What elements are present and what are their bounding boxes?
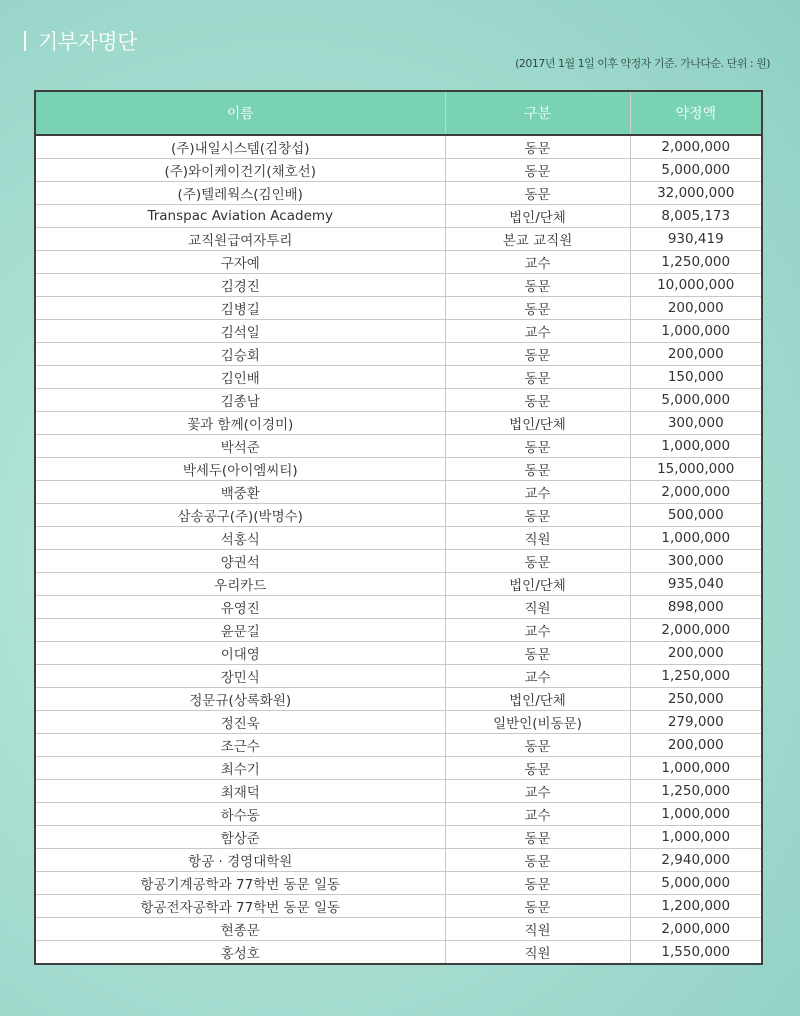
table-row: [36, 366, 761, 389]
pledge-amount-cell: 32,000,000: [630, 182, 761, 205]
table-row: [36, 849, 761, 872]
donor-category-cell: 동문: [445, 274, 630, 297]
table-row: [36, 757, 761, 780]
pledge-amount-cell: 2,940,000: [630, 849, 761, 872]
donor-name-cell: 최수기: [36, 757, 445, 780]
table-row: [36, 665, 761, 688]
donor-name-cell: 석홍식: [36, 527, 445, 550]
donor-category-cell: 동문: [445, 872, 630, 895]
pledge-amount-cell: 1,000,000: [630, 826, 761, 849]
table-row: [36, 826, 761, 849]
donor-name-cell: (주)내일시스템(김창섭): [171, 141, 310, 157]
table-row: [36, 435, 761, 458]
table-row: [36, 412, 761, 435]
table-row: [36, 228, 761, 251]
pledge-amount-cell: 2,000,000: [630, 481, 761, 504]
header-name: 이름: [36, 92, 445, 135]
table-row: [36, 619, 761, 642]
donor-category-cell: 동문: [445, 343, 630, 366]
pledge-amount-cell: 935,040: [630, 573, 761, 596]
donor-category-cell: 동문: [445, 734, 630, 757]
table-row: [36, 573, 761, 596]
donor-name-cell: 삼송공구(주)(박명수): [36, 504, 445, 527]
table-row: [36, 596, 761, 619]
donor-name-cell: 이대영: [36, 642, 445, 665]
donor-name-cell: 홍성호: [36, 941, 445, 964]
donor-table: [34, 90, 763, 965]
table-row: [36, 205, 761, 228]
donor-name-cell: 항공 · 경영대학원: [36, 849, 445, 872]
donor-name-cell: (주)텔레웍스(김인배): [36, 182, 445, 205]
donor-category-cell: 교수: [445, 320, 630, 343]
table-row: [36, 251, 761, 274]
donor-category-cell: 동문: [445, 642, 630, 665]
pledge-amount-cell: 1,000,000: [630, 757, 761, 780]
table-row: [36, 343, 761, 366]
pledge-amount-cell: 898,000: [630, 596, 761, 619]
table-row: [36, 274, 761, 297]
donor-name-cell: 교직원급여자투리: [36, 228, 445, 251]
donor-category-cell: 직원: [445, 596, 630, 619]
donor-name-cell: 김인배: [36, 366, 445, 389]
donor-category-cell: 동문: [445, 849, 630, 872]
pledge-amount-cell: 200,000: [630, 297, 761, 320]
pledge-amount-cell: 150,000: [630, 366, 761, 389]
donor-name-cell: 윤문길: [36, 619, 445, 642]
donor-name-cell: 정문규(상록화원): [36, 688, 445, 711]
donor-name-cell: 김경진: [36, 274, 445, 297]
pledge-amount-cell: 1,550,000: [630, 941, 761, 964]
table-row: [36, 895, 761, 918]
donor-name-cell: 박세두(아이엠씨티): [36, 458, 445, 481]
pledge-amount-cell: 5,000,000: [630, 872, 761, 895]
title-accent-bar: [24, 31, 26, 51]
donor-category-cell: 교수: [445, 780, 630, 803]
page-header: [24, 28, 137, 54]
donor-category-cell: 법인/단체: [445, 688, 630, 711]
pledge-amount-cell: 2,000,000: [630, 135, 761, 159]
table-body: [36, 135, 761, 963]
table-row: [36, 297, 761, 320]
table-header: [36, 92, 761, 135]
pledge-amount-cell: 500,000: [630, 504, 761, 527]
pledge-amount-cell: 2,000,000: [630, 619, 761, 642]
table-row: [36, 941, 761, 964]
table-row: [36, 918, 761, 941]
table-row: [36, 481, 761, 504]
header-category: 구분: [445, 92, 630, 135]
pledge-amount-cell: 15,000,000: [630, 458, 761, 481]
donor-category-cell: 동문: [445, 297, 630, 320]
donor-name-cell: 현종문: [36, 918, 445, 941]
pledge-amount-cell: 1,000,000: [630, 435, 761, 458]
pledge-amount-cell: 1,000,000: [630, 527, 761, 550]
pledge-amount-cell: 1,250,000: [630, 251, 761, 274]
table-row: [36, 527, 761, 550]
donor-category-cell: 직원: [445, 527, 630, 550]
donor-category-cell: 동문: [445, 366, 630, 389]
pledge-amount-cell: 1,000,000: [630, 803, 761, 826]
donor-category-cell: 교수: [445, 251, 630, 274]
donor-category-cell: 교수: [445, 665, 630, 688]
donor-name-cell: 조근수: [36, 734, 445, 757]
donor-name-cell: 꽃과 함께(이경미): [36, 412, 445, 435]
donor-name-cell: 정진욱: [36, 711, 445, 734]
donor-category-cell: 일반인(비동문): [445, 711, 630, 734]
pledge-amount-cell: 1,000,000: [630, 320, 761, 343]
table-row: [36, 320, 761, 343]
donor-category-cell: 법인/단체: [445, 205, 630, 228]
pledge-amount-cell: 8,005,173: [630, 205, 761, 228]
pledge-amount-cell: 300,000: [630, 550, 761, 573]
donor-name-cell: 하수동: [36, 803, 445, 826]
pledge-amount-cell: 200,000: [630, 734, 761, 757]
pledge-amount-cell: 250,000: [630, 688, 761, 711]
pledge-amount-cell: 2,000,000: [630, 918, 761, 941]
table-row: [36, 458, 761, 481]
donor-category-cell: 본교 교직원: [445, 228, 630, 251]
donor-name-cell: 김종남: [36, 389, 445, 412]
pledge-amount-cell: 200,000: [630, 343, 761, 366]
donor-category-cell: 동문: [445, 895, 630, 918]
donor-name-cell: 우리카드: [36, 573, 445, 596]
donor-category-cell: 동문: [445, 389, 630, 412]
table-row: [36, 389, 761, 412]
table-row: [36, 504, 761, 527]
pledge-amount-cell: 5,000,000: [630, 159, 761, 182]
donor-name-cell: 최재덕: [36, 780, 445, 803]
table-row: [36, 159, 761, 182]
donor-name-cell: 백중환: [36, 481, 445, 504]
donor-name-cell: 장민식: [36, 665, 445, 688]
donor-category-cell: 교수: [445, 481, 630, 504]
donor-name-cell: 함상준: [36, 826, 445, 849]
donor-category-cell: 동문: [445, 135, 630, 159]
donor-category-cell: 법인/단체: [445, 573, 630, 596]
table-row: [36, 780, 761, 803]
donor-name-cell: 구자예: [36, 251, 445, 274]
table-row: [36, 642, 761, 665]
pledge-amount-cell: 5,000,000: [630, 389, 761, 412]
donor-category-cell: 교수: [445, 803, 630, 826]
donor-category-cell: 직원: [445, 941, 630, 964]
donor-name-cell: 김승회: [36, 343, 445, 366]
donor-name-cell: 김병길: [36, 297, 445, 320]
table-row: [36, 182, 761, 205]
table-note: (2017년 1월 1일 이후 약정자 기준. 가나다순. 단위 : 원): [515, 57, 770, 70]
donor-category-cell: 직원: [445, 918, 630, 941]
donor-name-cell: (주)와이케이건기(채호선): [36, 159, 445, 182]
pledge-amount-cell: 10,000,000: [630, 274, 761, 297]
donor-category-cell: 동문: [445, 458, 630, 481]
donor-category-cell: 동문: [445, 159, 630, 182]
donor-category-cell: 교수: [445, 619, 630, 642]
donor-name-cell: 박석준: [36, 435, 445, 458]
donor-category-cell: 동문: [445, 182, 630, 205]
pledge-amount-cell: 279,000: [630, 711, 761, 734]
pledge-amount-cell: 1,250,000: [630, 780, 761, 803]
donor-category-cell: 동문: [445, 435, 630, 458]
donor-category-cell: 동문: [445, 826, 630, 849]
table-row: [36, 550, 761, 573]
table-row: [36, 135, 761, 159]
donor-category-cell: 동문: [445, 504, 630, 527]
donor-name-cell: 김석일: [36, 320, 445, 343]
table-row: [36, 734, 761, 757]
header-amount: 약정액: [630, 92, 761, 135]
table-row: [36, 711, 761, 734]
table-row: [36, 803, 761, 826]
donor-category-cell: 법인/단체: [445, 412, 630, 435]
donor-name-cell: Transpac Aviation Academy: [36, 205, 445, 228]
page-title: 기부자명단: [38, 30, 137, 54]
donor-name-cell: 양권석: [36, 550, 445, 573]
pledge-amount-cell: 1,200,000: [630, 895, 761, 918]
donor-category-cell: 동문: [445, 757, 630, 780]
pledge-amount-cell: 1,250,000: [630, 665, 761, 688]
table-row: [36, 688, 761, 711]
donor-name-cell: 항공기계공학과 77학번 동문 일동: [36, 872, 445, 895]
donor-category-cell: 동문: [445, 550, 630, 573]
table-row: [36, 872, 761, 895]
pledge-amount-cell: 200,000: [630, 642, 761, 665]
pledge-amount-cell: 930,419: [630, 228, 761, 251]
donor-name-cell: 항공전자공학과 77학번 동문 일동: [36, 895, 445, 918]
donor-name-cell: 유영진: [36, 596, 445, 619]
pledge-amount-cell: 300,000: [630, 412, 761, 435]
